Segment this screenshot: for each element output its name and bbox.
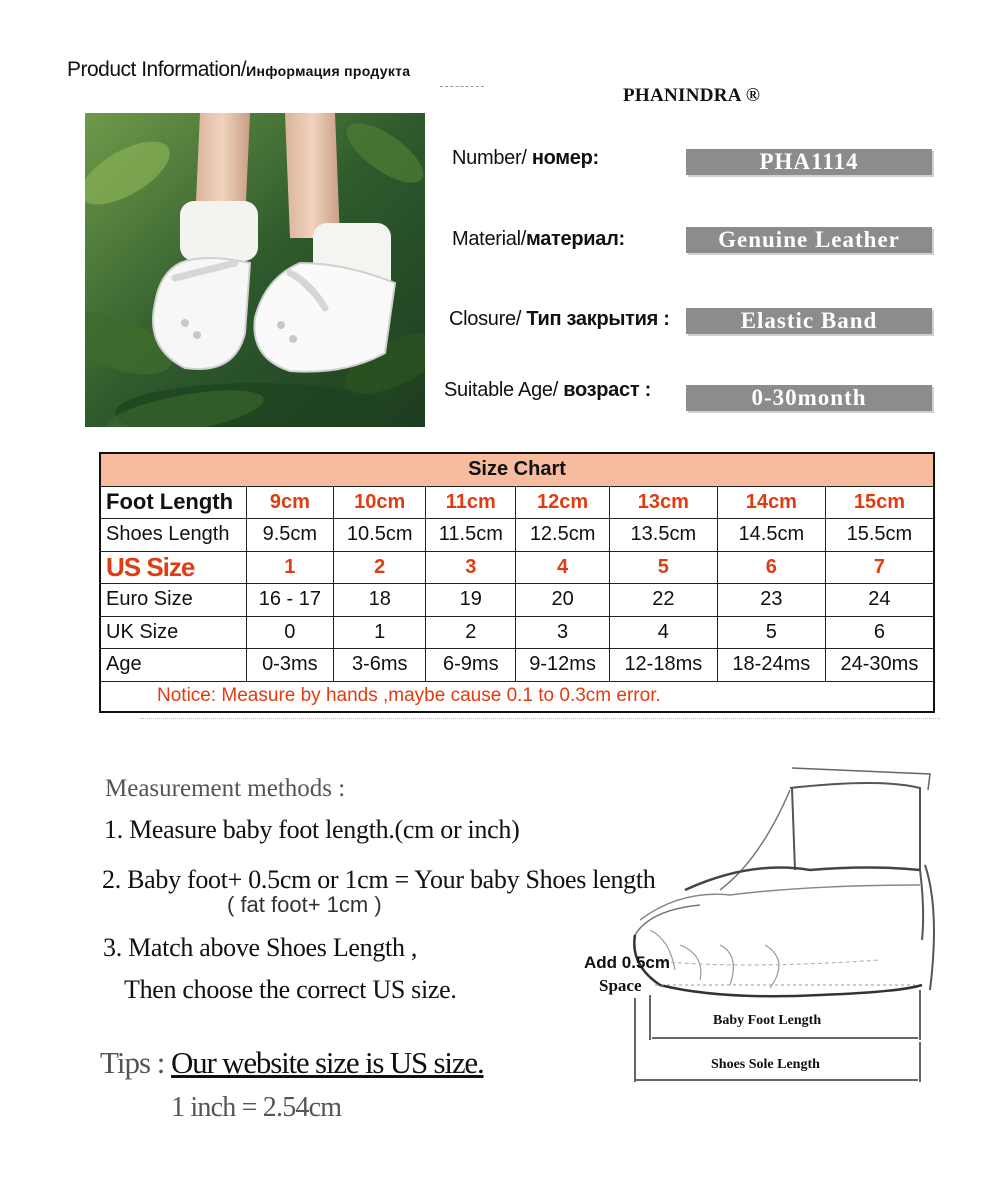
size-chart-table bbox=[99, 452, 935, 713]
row-label-age: Age bbox=[100, 649, 246, 682]
table-row-age bbox=[100, 649, 934, 682]
diagram-foot-length-label: Baby Foot Length bbox=[713, 1013, 822, 1028]
table-cell: 14.5cm bbox=[717, 519, 825, 552]
spec-label-number bbox=[452, 147, 599, 170]
table-cell: 19 bbox=[426, 584, 516, 617]
spec-value-number: PHA1114 bbox=[686, 149, 932, 175]
size-chart-notice: Notice: Measure by hands ,maybe cause 0.1 to 0.3cm error. bbox=[100, 681, 934, 712]
table-cell: 3-6ms bbox=[334, 649, 426, 682]
measurement-step-3-continued: Then choose the correct US size. bbox=[124, 975, 457, 1004]
table-cell: 11.5cm bbox=[426, 519, 516, 552]
table-cell: 6 bbox=[717, 551, 825, 584]
brand-name: PHANINDRA ® bbox=[623, 85, 761, 106]
table-cell: 5 bbox=[717, 616, 825, 649]
table-cell: 14cm bbox=[717, 486, 825, 519]
table-cell: 15cm bbox=[825, 486, 934, 519]
foot-sketch-illustration bbox=[580, 760, 1000, 1090]
table-cell: 24-30ms bbox=[825, 649, 934, 682]
table-row-foot-length bbox=[100, 486, 934, 519]
table-cell: 4 bbox=[609, 616, 717, 649]
table-cell: 2 bbox=[426, 616, 516, 649]
spec-label-material-ru: материал: bbox=[526, 228, 625, 250]
table-cell: 1 bbox=[246, 551, 334, 584]
measurement-step-2: 2. Baby foot+ 0.5cm or 1cm = Your baby Shoes length bbox=[102, 865, 656, 894]
shoe-photo-illustration bbox=[85, 113, 425, 427]
spec-label-closure-en: Closure/ bbox=[449, 308, 527, 330]
table-cell: 20 bbox=[516, 584, 610, 617]
spec-value-age: 0-30month bbox=[686, 385, 932, 411]
tips-label: Tips : bbox=[100, 1045, 165, 1080]
table-cell: 6 bbox=[825, 616, 934, 649]
table-cell: 10.5cm bbox=[334, 519, 426, 552]
size-chart-title-row bbox=[100, 453, 934, 486]
spec-value-closure: Elastic Band bbox=[686, 308, 932, 334]
table-cell: 9-12ms bbox=[516, 649, 610, 682]
table-cell: 7 bbox=[825, 551, 934, 584]
measurement-step-3: 3. Match above Shoes Length , bbox=[103, 933, 418, 962]
table-cell: 0-3ms bbox=[246, 649, 334, 682]
decorative-divider bbox=[140, 718, 940, 719]
spec-label-number-ru: номер: bbox=[531, 147, 599, 169]
table-cell: 13.5cm bbox=[609, 519, 717, 552]
measurement-step-1: 1. Measure baby foot length.(cm or inch) bbox=[104, 815, 520, 844]
tips-text: Our website size is US size. bbox=[171, 1045, 484, 1080]
diagram-space-label: Space bbox=[599, 976, 642, 995]
measurement-heading: Measurement methods : bbox=[105, 775, 346, 802]
table-cell: 12.5cm bbox=[516, 519, 610, 552]
table-cell: 3 bbox=[426, 551, 516, 584]
diagram-sole-length-label: Shoes Sole Length bbox=[711, 1057, 820, 1072]
table-row-us-size bbox=[100, 551, 934, 584]
heading-russian: Информация продукта bbox=[246, 63, 411, 79]
heading-underline bbox=[440, 86, 484, 87]
table-cell: 18 bbox=[334, 584, 426, 617]
spec-label-closure bbox=[449, 308, 670, 331]
product-photo bbox=[85, 113, 425, 427]
table-cell: 13cm bbox=[609, 486, 717, 519]
table-cell: 10cm bbox=[334, 486, 426, 519]
row-label-uk-size: UK Size bbox=[100, 616, 246, 649]
table-row-notice bbox=[100, 681, 934, 712]
heading-english: Product Information/ bbox=[67, 58, 247, 81]
row-label-us-size: US Size bbox=[100, 551, 246, 584]
row-label-shoes-length: Shoes Length bbox=[100, 519, 246, 552]
spec-label-age-ru: возраст : bbox=[563, 379, 651, 401]
spec-value-material: Genuine Leather bbox=[686, 227, 932, 253]
table-cell: 3 bbox=[516, 616, 610, 649]
table-cell: 2 bbox=[334, 551, 426, 584]
table-cell: 24 bbox=[825, 584, 934, 617]
table-cell: 4 bbox=[516, 551, 610, 584]
table-cell: 15.5cm bbox=[825, 519, 934, 552]
table-cell: 12-18ms bbox=[609, 649, 717, 682]
measurement-diagram bbox=[580, 760, 1000, 1090]
table-row-shoes-length bbox=[100, 519, 934, 552]
spec-label-material-en: Material/ bbox=[452, 228, 526, 250]
table-row-uk-size bbox=[100, 616, 934, 649]
table-cell: 18-24ms bbox=[717, 649, 825, 682]
spec-label-closure-ru: Тип закрытия : bbox=[526, 308, 670, 330]
table-cell: 11cm bbox=[426, 486, 516, 519]
table-cell: 23 bbox=[717, 584, 825, 617]
row-label-euro-size: Euro Size bbox=[100, 584, 246, 617]
measurement-step-2-sub: ( fat foot+ 1cm ) bbox=[227, 892, 382, 917]
table-cell: 1 bbox=[334, 616, 426, 649]
spec-label-material bbox=[452, 228, 625, 251]
table-cell: 12cm bbox=[516, 486, 610, 519]
table-cell: 0 bbox=[246, 616, 334, 649]
spec-label-number-en: Number/ bbox=[452, 147, 532, 169]
table-cell: 5 bbox=[609, 551, 717, 584]
inch-conversion: 1 inch = 2.54cm bbox=[171, 1092, 342, 1123]
row-label-foot-length: Foot Length bbox=[100, 486, 246, 519]
product-info-heading bbox=[67, 58, 410, 82]
table-cell: 16 - 17 bbox=[246, 584, 334, 617]
spec-label-age bbox=[444, 379, 651, 402]
table-cell: 22 bbox=[609, 584, 717, 617]
table-row-euro-size bbox=[100, 584, 934, 617]
table-cell: 9cm bbox=[246, 486, 334, 519]
diagram-add-label: Add 0.5cm bbox=[584, 953, 670, 972]
spec-label-age-en: Suitable Age/ bbox=[444, 379, 564, 401]
table-cell: 6-9ms bbox=[426, 649, 516, 682]
table-cell: 9.5cm bbox=[246, 519, 334, 552]
size-chart-title: Size Chart bbox=[100, 453, 934, 486]
